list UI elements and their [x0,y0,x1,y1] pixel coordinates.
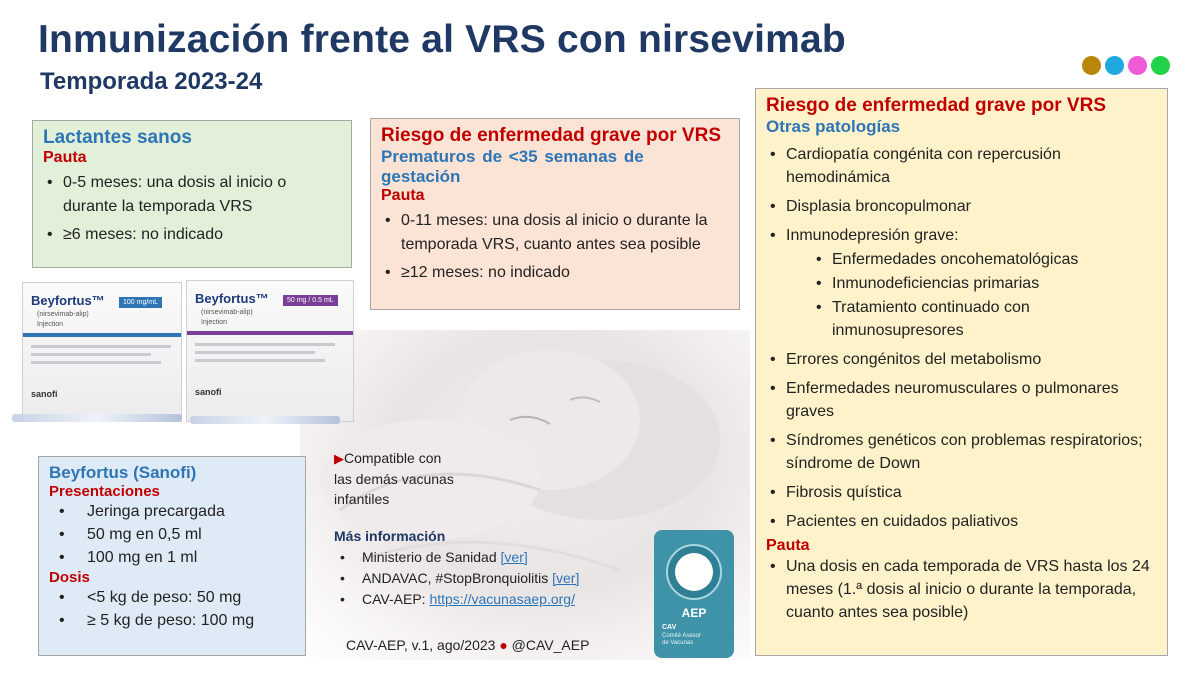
product-maker: sanofi [195,387,222,397]
syringe-2 [190,416,340,424]
premature-list [381,209,729,285]
healthy-infants-title: Lactantes sanos [43,127,192,148]
list-item: • Jeringa precargada [49,500,295,523]
premature-title: Riesgo de enfermedad grave por VRS [381,125,721,146]
other-list [766,143,1157,533]
other-title: Riesgo de enfermedad grave por VRS [766,95,1106,116]
more-info-text: Ministerio de Sanidad [362,549,501,565]
product-text-line [31,345,171,348]
list-item: • ≥ 5 kg de peso: 100 mg [49,609,295,632]
beyfortus-title: Beyfortus (Sanofi) [49,463,197,482]
beyfortus-box [38,456,306,656]
dot-3 [1128,56,1147,75]
healthy-pauta-label: Pauta [43,149,87,166]
cav-logo-text: CAV [662,624,677,631]
list-subitem: • Enfermedades oncohematológicas [766,248,1157,271]
premature-box [370,118,740,310]
dosis-label: Dosis [49,569,90,586]
list-item: • 100 mg en 1 ml [49,546,295,569]
dot-4 [1151,56,1170,75]
ministerio-link[interactable]: [ver] [500,549,528,565]
more-info-heading: Más información [334,528,446,544]
list-item: • Inmunodepresión grave: [766,224,1157,247]
more-info-text: CAV-AEP: [362,591,430,607]
footer [346,637,589,653]
premature-pauta-label: Pauta [381,187,425,204]
product-text-line [195,343,335,346]
list-item: • Enfermedades neuromusculares o pulmonares graves [766,377,1157,423]
decorative-dots [1082,56,1170,75]
footer-dot-icon: ● [499,637,508,653]
list-item: • Una dosis en cada temporada de VRS hasta los 24 meses (1.ª dosis al inicio o durante la temporada, cuanto antes sea posible) [766,555,1157,624]
product-text-line [195,359,325,362]
list-item [334,547,579,568]
product-brand: Beyfortus™ [195,291,269,306]
dot-2 [1105,56,1124,75]
list-item: • Fibrosis quística [766,481,1157,504]
list-item: • 0-11 meses: una dosis al inicio o durante la temporada VRS, cuanto antes sea posible [381,209,729,257]
vacunasaep-link[interactable]: https://vacunasaep.org/ [429,591,575,607]
product-form: Injection [201,319,228,326]
product-maker: sanofi [31,389,58,399]
product-box-100mg [22,282,182,422]
healthy-list [43,171,341,247]
arrow-right-icon: ▶ [334,451,344,466]
compat-note [334,448,454,509]
aep-logo-text: AEP [681,606,707,620]
footer-right: @CAV_AEP [507,637,590,653]
more-info-list [334,547,579,610]
product-band [187,331,353,335]
other-pauta-label: Pauta [766,537,810,554]
product-brand: Beyfortus™ [31,293,105,308]
cav-logo-subtext [662,633,701,647]
list-item [334,568,579,589]
other-pathologies-box [755,88,1168,656]
list-item: • ≥12 meses: no indicado [381,261,729,285]
list-item: • <5 kg de peso: 50 mg [49,586,295,609]
product-dose: 100 mg/mL [119,297,162,308]
product-text-line [195,351,315,354]
list-item: • Displasia broncopulmonar [766,195,1157,218]
page-subtitle: Temporada 2023-24 [40,68,263,95]
list-subitem: • Tratamiento continuado con inmunosupresores [766,296,1157,342]
other-pauta-list [766,555,1157,624]
list-item: • Errores congénitos del metabolismo [766,348,1157,371]
product-form: Injection [37,321,64,328]
premature-subtitle: Prematuros de <35 semanas de gestación [381,147,644,186]
presentations-label: Presentaciones [49,483,160,500]
cav-sub-2: de Vacunas [662,640,694,646]
list-item [334,589,579,610]
list-item: • Cardiopatía congénita con repercusión hemodinámica [766,143,1157,189]
list-item: • ≥6 meses: no indicado [43,223,341,247]
syringe-1 [12,414,182,422]
healthy-infants-box [32,120,352,268]
product-dose: 50 mg / 0.5 mL [283,295,338,306]
compat-line-3: infantiles [334,491,390,507]
list-item: • Síndromes genéticos con problemas respiratorios; síndrome de Down [766,429,1157,475]
andavac-link[interactable]: [ver] [552,570,580,586]
list-subitem: • Inmunodeficiencias primarias [766,272,1157,295]
aep-emblem-inner [675,553,713,591]
page-title: Inmunización frente al VRS con nirsevimab [38,18,846,61]
list-item: • Pacientes en cuidados paliativos [766,510,1157,533]
cav-sub-1: Comité Asesor [662,633,702,639]
list-item: • 0-5 meses: una dosis al inicio o durante la temporada VRS [43,171,341,219]
product-generic: (nirsevimab-alip) [201,309,253,316]
other-subtitle: Otras patologías [766,117,901,136]
product-box-50mg [186,280,354,422]
aep-logo [654,530,734,658]
product-generic: (nirsevimab-alip) [37,311,89,318]
more-info [334,528,579,610]
product-text-line [31,361,161,364]
product-text-line [31,353,151,356]
compat-line-2: las demás vacunas [334,471,454,487]
compat-line-1: Compatible con [344,450,442,466]
dosis-list [49,586,295,632]
more-info-text: ANDAVAC, #StopBronquiolitis [362,570,553,586]
dot-1 [1082,56,1101,75]
product-band [23,333,181,337]
footer-left: CAV-AEP, v.1, ago/2023 [346,637,500,653]
list-item: • 50 mg en 0,5 ml [49,523,295,546]
presentations-list [49,500,295,569]
